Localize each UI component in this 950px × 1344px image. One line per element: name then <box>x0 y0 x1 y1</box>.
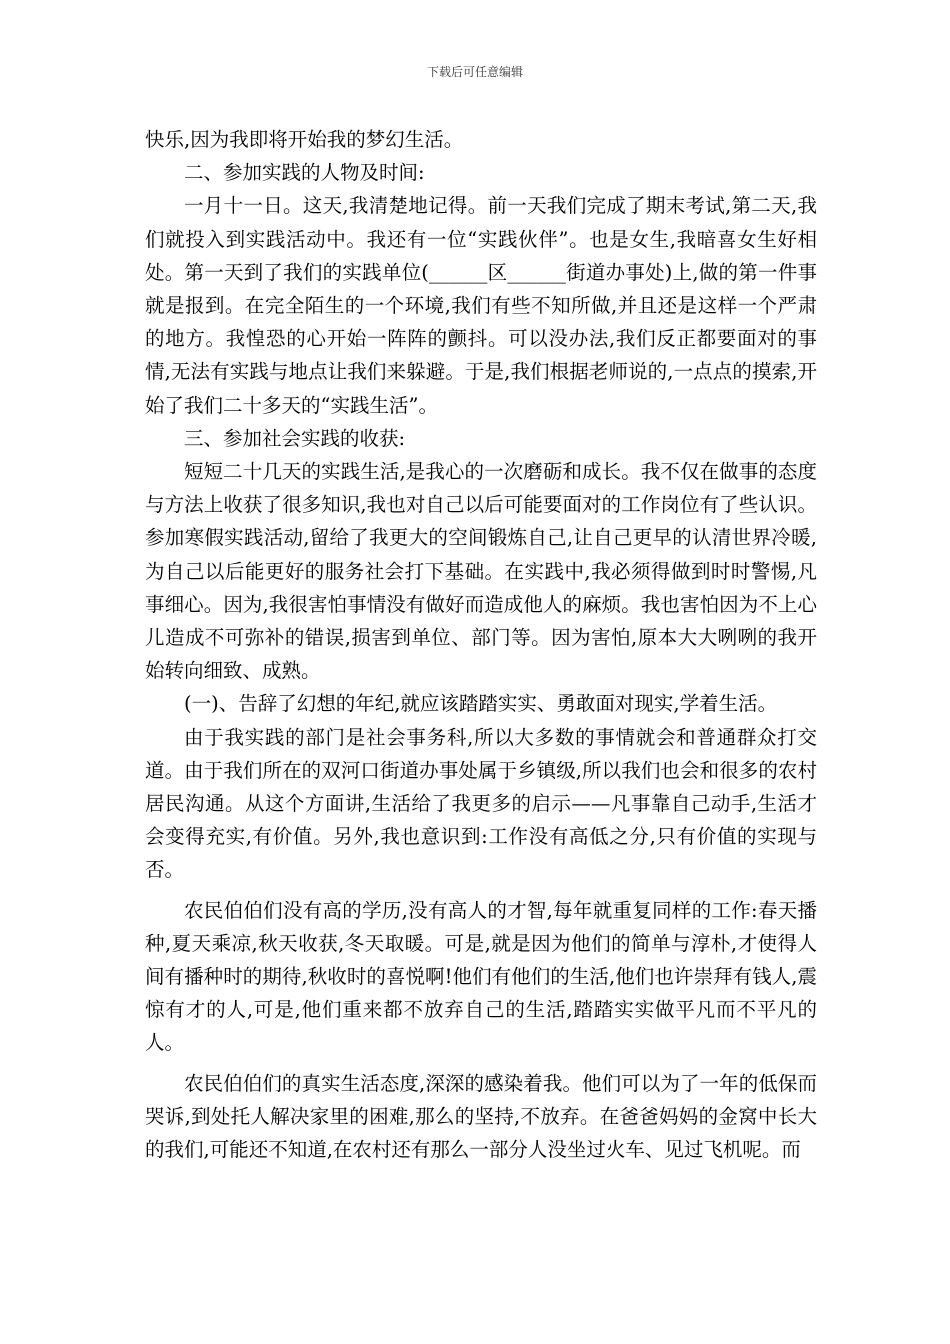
section-heading-gains: 三、参加社会实践的收获: <box>184 426 406 450</box>
subsection-heading-1: (一)、告辞了幻想的年纪,就应该踏踏实实、勇敢面对现实,学着生活。 <box>184 692 778 716</box>
section-heading-participants-time: 二、参加实践的人物及时间: <box>184 161 425 185</box>
page-header: 下载后可任意编辑 <box>426 65 523 79</box>
paragraph-7: 由于我实践的部门是社会事务科,所以大多数的事情就会和普通群众打交道。由于我们所在的双河口街道办事处属于乡镇级,所以我们也会和很多的农村居民沟通。从这个方面讲,生活给了我更多的启示——凡事靠自己动手,生活才会变得充实,有价值。另外,我也意识到:工作没有高低之分,只有价值的实现与否。 <box>145 725 817 882</box>
document-body <box>145 123 817 1166</box>
paragraph-1: 快乐,因为我即将开始我的梦幻生活。 <box>145 128 464 151</box>
paragraph-5: 短短二十几天的实践生活,是我心的一次磨砺和成长。我不仅在做事的态度与方法上收获了很多知识,我也对自己以后可能要面对的工作岗位有了些认识。参加寒假实践活动,留给了我更大的空间锻炼自己,让自己更早的认清世界冷暖,为自己以后能更好的服务社会打下基础。在实践中,我必须得做到时时警惕,凡事细心。因为,我很害怕事情没有做好而造成他人的麻烦。我也害怕因为不上心儿造成不可弥补的错误,损害到单位、部门等。因为害怕,原本大大咧咧的我开始转向细致、成熟。 <box>145 460 817 683</box>
paragraph-3: 一月十一日。这天,我清楚地记得。前一天我们完成了期末考试,第二天,我们就投入到实践活动中。我还有一位“实践伙伴”。也是女生,我暗喜女生好相处。第一天到了我们的实践单位(______区______街道办事处)上,做的第一件事就是报到。在完全陌生的一个环境,我们有些不知所做,并且还是这样一个严肃的地方。我惶恐的心开始一阵阵的颤抖。可以没办法,我们反正都要面对的事情,无法有实践与地点让我们来躲避。于是,我们根据老师说的,一点点的摸索,开始了我们二十多天的“实践生活”。 <box>145 194 817 417</box>
paragraph-8: 农民伯伯们没有高的学历,没有高人的才智,每年就重复同样的工作:春天播种,夏天乘凉,秋天收获,冬天取暖。可是,就是因为他们的简单与淳朴,才使得人间有播种时的期待,秋收时的喜悦啊!他们有他们的生活,他们也许崇拜有钱人,震惊有才的人,可是,他们重来都不放弃自己的生活,踏踏实实做平凡而不平凡的人。 <box>145 898 817 1055</box>
paragraph-9: 农民伯伯们的真实生活态度,深深的感染着我。他们可以为了一年的低保而哭诉,到处托人解决家里的困难,那么的坚持,不放弃。在爸爸妈妈的金窝中长大的我们,可能还不知道,在农村还有那么一部分人没坐过火车、见过飞机呢。而 <box>145 1071 817 1162</box>
